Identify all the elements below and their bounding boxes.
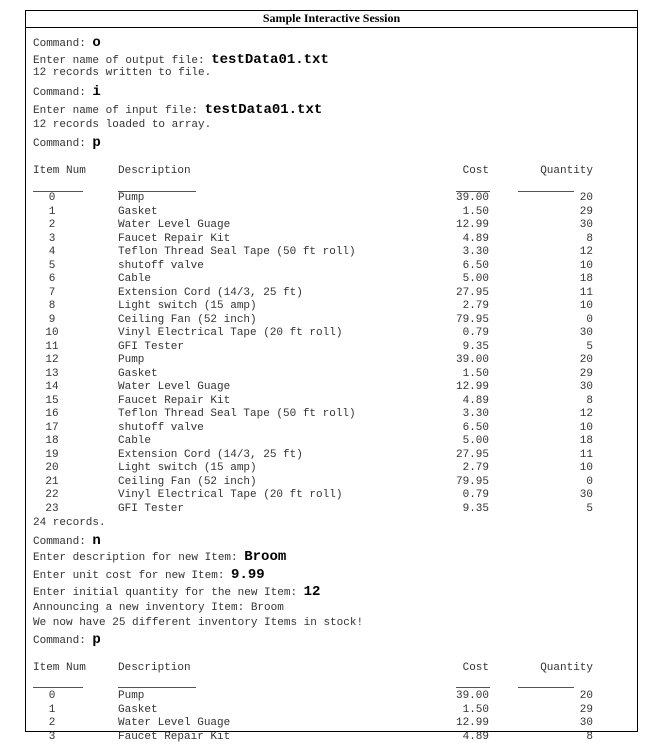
console-line [33, 35, 101, 51]
description-cell: Faucet Repair Kit [118, 232, 231, 245]
item-num-cell: 0 [48, 192, 56, 204]
cost-cell: 5.00 [462, 435, 489, 447]
cost-cell: 39.00 [455, 192, 489, 204]
description-cell: Water Level Guage [118, 219, 231, 231]
cost-cell: 2.79 [462, 462, 489, 474]
description-cell: Gasket [118, 205, 158, 218]
prompt-text: Command: [33, 635, 93, 647]
console-line [33, 517, 106, 529]
user-input: o [92, 35, 101, 51]
prompt-text: Enter initial quantity for the new Item: [33, 587, 304, 599]
console-line [33, 533, 101, 549]
item-num-cell: 10 [45, 327, 59, 339]
item-num-cell: 14 [45, 381, 59, 393]
description-cell: Light switch (15 amp) [118, 462, 257, 474]
output-text: We now have 25 different inventory Items in stock! [33, 617, 364, 629]
cost-cell: 12.99 [455, 219, 489, 231]
cost-cell: 1.50 [462, 703, 489, 716]
description-cell: Gasket [118, 703, 158, 716]
description-cell: Cable [118, 273, 152, 285]
item-num-cell: 0 [48, 690, 56, 702]
console-line [33, 567, 265, 583]
user-input: testData01.txt [204, 102, 323, 118]
output-text: 24 records. [33, 517, 106, 529]
column-header-cost: Cost [462, 662, 489, 674]
cost-cell: 0.79 [462, 327, 489, 339]
prompt-text: Command: [33, 87, 93, 99]
item-num-cell: 5 [48, 259, 56, 272]
item-num-cell: 15 [45, 394, 59, 407]
cost-cell: 4.89 [462, 232, 489, 245]
item-num-cell: 19 [45, 448, 59, 461]
description-cell: Gasket [118, 367, 158, 380]
prompt-text: Enter description for new Item: [33, 552, 245, 564]
output-text: Announcing a new inventory Item: Broom [33, 602, 284, 614]
quantity-cell: 11 [579, 448, 593, 461]
item-num-cell: 17 [45, 421, 59, 434]
console-line [33, 67, 211, 79]
column-header-quantity: Quantity [540, 662, 593, 674]
console-line [33, 135, 101, 151]
prompt-text: Enter name of output file: [33, 55, 212, 67]
output-text: 12 records loaded to array. [33, 119, 212, 131]
item-num-cell: 12 [45, 354, 59, 366]
description-cell: shutoff valve [118, 421, 204, 434]
quantity-cell: 10 [579, 259, 593, 272]
item-num-cell: 2 [48, 717, 56, 729]
description-cell: Water Level Guage [118, 381, 231, 393]
console-line [33, 52, 329, 68]
user-input: 9.99 [231, 567, 265, 583]
cost-cell: 39.00 [455, 354, 489, 366]
quantity-cell: 29 [579, 205, 593, 218]
item-num-cell: 16 [45, 408, 59, 420]
quantity-cell: 10 [579, 300, 593, 312]
description-cell: Vinyl Electrical Tape (20 ft roll) [118, 489, 343, 501]
cost-cell: 27.95 [455, 286, 489, 299]
prompt-text: Command: [33, 536, 93, 548]
console-line [33, 102, 322, 118]
item-num-cell: 1 [48, 205, 56, 218]
item-num-cell: 6 [48, 273, 56, 285]
quantity-cell: 29 [579, 703, 593, 716]
description-cell: Light switch (15 amp) [118, 300, 257, 312]
description-cell: Pump [118, 192, 145, 204]
item-num-cell: 7 [48, 286, 56, 299]
prompt-text: Enter name of input file: [33, 105, 205, 117]
column-header-description: Description [118, 165, 191, 177]
output-text: 12 records written to file. [33, 67, 212, 79]
item-num-cell: 4 [48, 246, 56, 258]
description-cell: Cable [118, 435, 152, 447]
console-line [33, 584, 320, 600]
quantity-cell: 8 [586, 394, 593, 407]
user-input: testData01.txt [211, 52, 329, 68]
description-cell: GFI Tester [118, 502, 185, 515]
column-header-item-num: Item Num [33, 165, 86, 177]
cost-cell: 3.30 [462, 246, 489, 258]
column-header-description: Description [118, 662, 191, 674]
item-num-cell: 1 [48, 703, 56, 716]
quantity-cell: 30 [579, 381, 593, 393]
cost-cell: 3.30 [462, 408, 489, 420]
cost-cell: 6.50 [462, 259, 489, 272]
cost-cell: 1.50 [462, 367, 489, 380]
description-cell: Teflon Thread Seal Tape (50 ft roll) [118, 246, 356, 258]
item-num-cell: 8 [48, 300, 56, 312]
column-underline [33, 687, 83, 688]
console-line [33, 119, 211, 131]
cost-cell: 27.95 [455, 448, 489, 461]
description-cell: shutoff valve [118, 259, 204, 272]
cost-cell: 4.89 [462, 730, 489, 743]
cost-cell: 12.99 [455, 717, 489, 729]
column-underline [456, 687, 490, 688]
quantity-cell: 18 [579, 273, 593, 285]
quantity-cell: 10 [579, 421, 593, 434]
description-cell: Vinyl Electrical Tape (20 ft roll) [118, 327, 343, 339]
column-underline [518, 687, 574, 688]
cost-cell: 12.99 [455, 381, 489, 393]
cost-cell: 79.95 [455, 313, 489, 326]
item-num-cell: 3 [48, 232, 56, 245]
description-cell: Water Level Guage [118, 717, 231, 729]
description-cell: Faucet Repair Kit [118, 730, 231, 743]
user-input: Broom [244, 549, 287, 565]
prompt-text: Enter unit cost for new Item: [33, 570, 232, 582]
quantity-cell: 20 [579, 354, 593, 366]
quantity-cell: 18 [579, 435, 593, 447]
item-num-cell: 2 [48, 219, 56, 231]
cost-cell: 39.00 [455, 690, 489, 702]
item-num-cell: 13 [45, 367, 59, 380]
session-frame [25, 10, 638, 743]
quantity-cell: 8 [586, 730, 593, 743]
page-title: Sample Interactive Session [26, 11, 637, 28]
session-content [26, 28, 637, 743]
quantity-cell: 8 [586, 232, 593, 245]
item-num-cell: 11 [45, 340, 59, 353]
quantity-cell: 5 [586, 502, 593, 515]
item-num-cell: 3 [48, 730, 56, 743]
cost-cell: 9.35 [462, 502, 489, 515]
user-input: n [92, 533, 101, 549]
quantity-cell: 12 [579, 246, 593, 258]
console-line [33, 84, 101, 100]
quantity-cell: 30 [579, 489, 593, 501]
description-cell: Teflon Thread Seal Tape (50 ft roll) [118, 408, 356, 420]
quantity-cell: 5 [586, 340, 593, 353]
item-num-cell: 18 [45, 435, 59, 447]
description-cell: Ceiling Fan (52 inch) [118, 475, 257, 488]
console-line [33, 602, 284, 614]
item-num-cell: 9 [48, 313, 56, 326]
console-line [33, 549, 286, 565]
quantity-cell: 12 [579, 408, 593, 420]
prompt-text: Command: [33, 138, 93, 150]
cost-cell: 4.89 [462, 394, 489, 407]
quantity-cell: 0 [586, 475, 593, 488]
description-cell: Faucet Repair Kit [118, 394, 231, 407]
item-num-cell: 21 [45, 475, 59, 488]
quantity-cell: 30 [579, 717, 593, 729]
quantity-cell: 11 [579, 286, 593, 299]
item-num-cell: 23 [45, 502, 59, 515]
description-cell: Pump [118, 690, 145, 702]
description-cell: Ceiling Fan (52 inch) [118, 313, 257, 326]
user-input: p [92, 135, 101, 151]
quantity-cell: 10 [579, 462, 593, 474]
user-input: p [92, 632, 101, 648]
console-line [33, 632, 101, 648]
column-header-quantity: Quantity [540, 165, 593, 177]
quantity-cell: 30 [579, 327, 593, 339]
cost-cell: 1.50 [462, 205, 489, 218]
cost-cell: 0.79 [462, 489, 489, 501]
user-input: 12 [303, 584, 321, 600]
item-num-cell: 22 [45, 489, 59, 501]
quantity-cell: 0 [586, 313, 593, 326]
quantity-cell: 29 [579, 367, 593, 380]
description-cell: GFI Tester [118, 340, 185, 353]
prompt-text: Command: [33, 38, 93, 50]
description-cell: Extension Cord (14/3, 25 ft) [118, 448, 303, 461]
cost-cell: 9.35 [462, 340, 489, 353]
user-input: i [92, 84, 101, 100]
console-line [33, 617, 363, 629]
cost-cell: 6.50 [462, 421, 489, 434]
column-header-item-num: Item Num [33, 662, 86, 674]
description-cell: Extension Cord (14/3, 25 ft) [118, 286, 303, 299]
description-cell: Pump [118, 354, 145, 366]
column-underline [118, 687, 196, 688]
cost-cell: 79.95 [455, 475, 489, 488]
column-header-cost: Cost [462, 165, 489, 177]
quantity-cell: 30 [579, 219, 593, 231]
quantity-cell: 20 [579, 690, 593, 702]
quantity-cell: 20 [579, 192, 593, 204]
cost-cell: 2.79 [462, 300, 489, 312]
cost-cell: 5.00 [462, 273, 489, 285]
item-num-cell: 20 [45, 462, 59, 474]
